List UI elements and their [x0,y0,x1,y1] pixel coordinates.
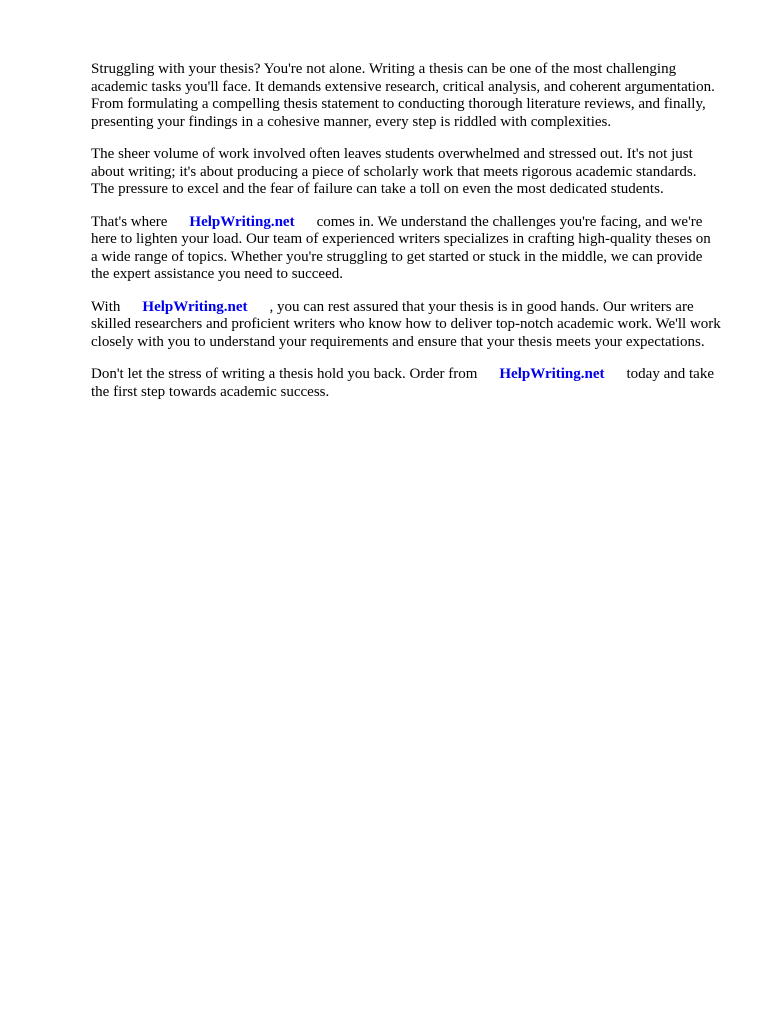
paragraph-helpwriting-intro [91,214,721,284]
helpwriting-link[interactable]: HelpWriting.net [499,366,605,382]
paragraph-text-before-link: With [91,298,121,315]
paragraph-intro: Struggling with your thesis? You're not alone. Writing a thesis can be one of the most challenging academic tasks you'll face. It demands extensive research, critical analysis, and coherent argumentation. From formulating a compelling thesis statement to conducting thorough literature reviews, and finally, presenting your findings in a cohesive manner, every step is riddled with complexities. [91,61,715,130]
paragraph-text-before-link: Don't let the stress of writing a thesis hold you back. Order from [91,366,478,382]
paragraph-text-after-link: , you can rest assured that your thesis is in good hands. Our writers are skilled researchers and proficient writers who know how to deliver top-notch academic work. We'll work closely with you to understand your requirements and ensure that your thesis meets your expectations. [91,298,721,350]
helpwriting-link[interactable]: HelpWriting.net [189,213,295,230]
helpwriting-link[interactable]: HelpWriting.net [142,298,248,315]
paragraph-text-after-link: comes in. We understand the challenges you're facing, and we're here to lighten your load. Our team of experienced writers specializes in crafting high-quality theses on a wide range of topics. Whether you're struggling to get started or stuck in the middle, we can provide the expert assistance you need to succeed. [91,213,711,282]
paragraph-text-before-link: That's where [91,213,168,230]
paragraph-call-to-action [91,366,721,401]
document-body [91,61,721,416]
paragraph-text-after-link: today and take the first step towards academic success. [91,366,714,400]
paragraph-pressure: The sheer volume of work involved often leaves students overwhelmed and stressed out. It's not just about writing; it's about producing a piece of scholarly work that meets rigorous academic standards. The pressure to excel and the fear of failure can take a toll on even the most dedicated students. [91,146,697,197]
paragraph-assurance [91,299,721,352]
